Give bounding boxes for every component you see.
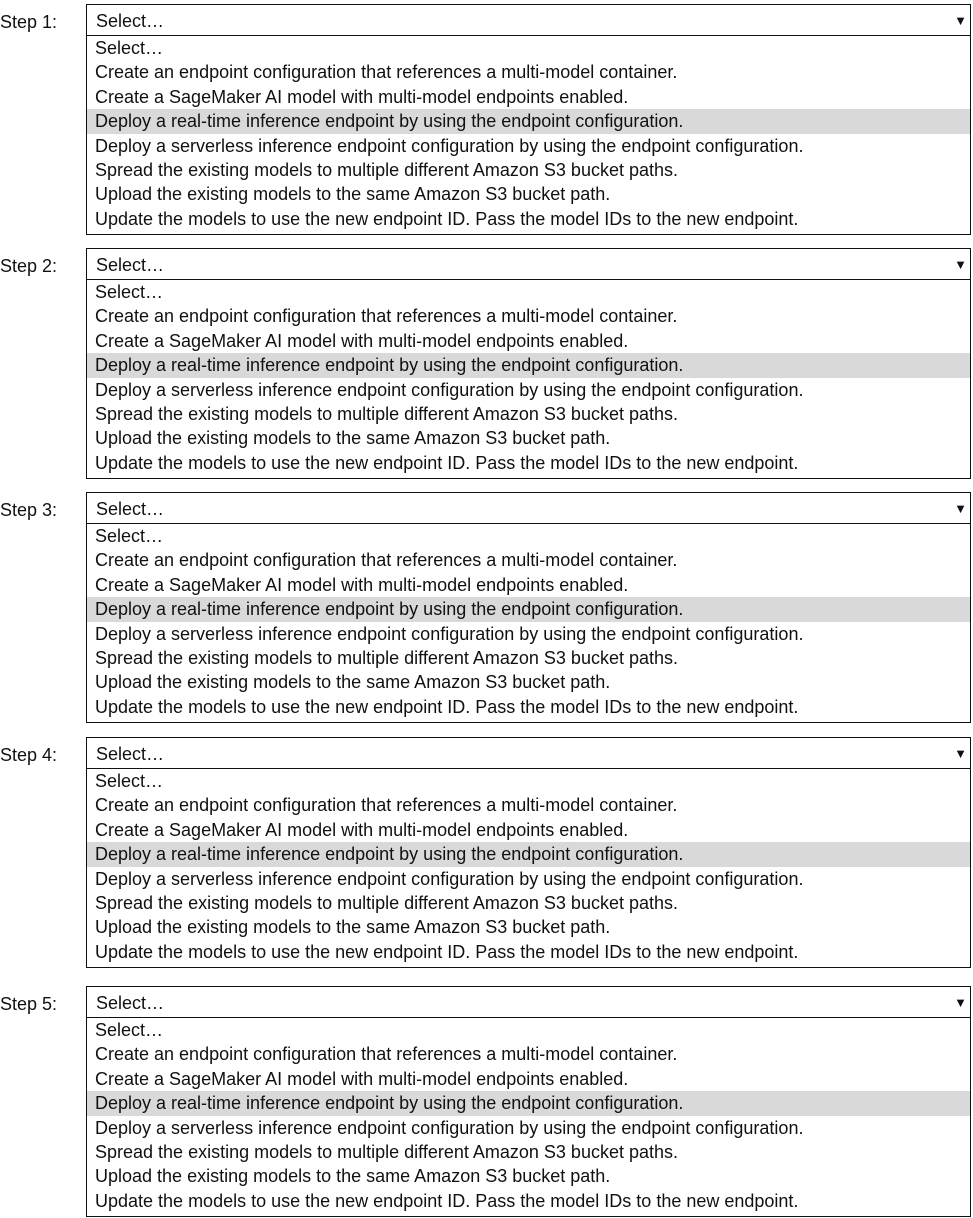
dropdown-header[interactable] [87, 738, 970, 769]
step-dropdown[interactable] [86, 4, 971, 235]
dropdown-selected-value: Select… [96, 499, 165, 519]
chevron-down-icon[interactable]: ▼ [954, 995, 967, 1010]
dropdown-option[interactable]: Select… [95, 771, 164, 791]
dropdown-option[interactable]: Create an endpoint configuration that references a multi-model container. [95, 62, 678, 83]
chevron-down-icon[interactable]: ▼ [954, 501, 967, 516]
dropdown-selected-value: Select… [96, 11, 165, 31]
dropdown-option-list [87, 524, 970, 719]
dropdown-option-list [87, 36, 970, 231]
dropdown-option-list [87, 1018, 970, 1213]
dropdown-option-highlighted[interactable]: Deploy a real-time inference endpoint by using the endpoint configuration. [87, 597, 970, 621]
dropdown-option[interactable]: Upload the existing models to the same Amazon S3 bucket path. [95, 672, 611, 693]
dropdown-option[interactable]: Update the models to use the new endpoint ID. Pass the model IDs to the new endpoint. [95, 1190, 799, 1211]
dropdown-option[interactable]: Upload the existing models to the same Amazon S3 bucket path. [95, 428, 611, 449]
dropdown-option-highlighted[interactable]: Deploy a real-time inference endpoint by using the endpoint configuration. [87, 842, 970, 866]
dropdown-option-highlighted[interactable]: Deploy a real-time inference endpoint by using the endpoint configuration. [87, 353, 970, 377]
dropdown-header[interactable] [87, 5, 970, 36]
dropdown-option[interactable]: Spread the existing models to multiple different Amazon S3 bucket paths. [95, 647, 679, 668]
dropdown-selected-value: Select… [96, 744, 165, 764]
dropdown-option[interactable]: Create a SageMaker AI model with multi-model endpoints enabled. [95, 330, 629, 351]
dropdown-option-list [87, 280, 970, 475]
step-dropdown[interactable] [86, 248, 971, 479]
dropdown-option[interactable]: Spread the existing models to multiple different Amazon S3 bucket paths. [95, 1141, 679, 1162]
dropdown-option[interactable]: Deploy a serverless inference endpoint configuration by using the endpoint configuration. [95, 868, 804, 889]
step-dropdown[interactable] [86, 986, 971, 1217]
chevron-down-icon[interactable]: ▼ [954, 13, 967, 28]
dropdown-selected-value: Select… [96, 993, 165, 1013]
dropdown-option[interactable]: Deploy a serverless inference endpoint configuration by using the endpoint configuration. [95, 623, 804, 644]
dropdown-option[interactable]: Deploy a serverless inference endpoint configuration by using the endpoint configuration. [95, 1117, 804, 1138]
chevron-down-icon[interactable]: ▼ [954, 257, 967, 272]
dropdown-selected-value: Select… [96, 255, 165, 275]
dropdown-option-highlighted[interactable]: Deploy a real-time inference endpoint by using the endpoint configuration. [87, 1091, 970, 1115]
dropdown-header[interactable] [87, 987, 970, 1018]
step-dropdown[interactable] [86, 492, 971, 723]
dropdown-option[interactable]: Update the models to use the new endpoint ID. Pass the model IDs to the new endpoint. [95, 696, 799, 717]
dropdown-header[interactable] [87, 249, 970, 280]
dropdown-option[interactable]: Create an endpoint configuration that references a multi-model container. [95, 1044, 678, 1065]
dropdown-option[interactable]: Create a SageMaker AI model with multi-model endpoints enabled. [95, 1068, 629, 1089]
dropdown-option[interactable]: Create a SageMaker AI model with multi-model endpoints enabled. [95, 574, 629, 595]
dropdown-option-list [87, 769, 970, 964]
dropdown-option[interactable]: Spread the existing models to multiple different Amazon S3 bucket paths. [95, 892, 679, 913]
dropdown-option[interactable]: Upload the existing models to the same Amazon S3 bucket path. [95, 917, 611, 938]
dropdown-option[interactable]: Spread the existing models to multiple different Amazon S3 bucket paths. [95, 403, 679, 424]
step-label: Step 3: [0, 500, 58, 520]
dropdown-option[interactable]: Create a SageMaker AI model with multi-model endpoints enabled. [95, 819, 629, 840]
dropdown-option[interactable]: Select… [95, 1020, 164, 1040]
dropdown-option-highlighted[interactable]: Deploy a real-time inference endpoint by using the endpoint configuration. [87, 109, 970, 133]
dropdown-option[interactable]: Create an endpoint configuration that references a multi-model container. [95, 550, 678, 571]
dropdown-option[interactable]: Create a SageMaker AI model with multi-model endpoints enabled. [95, 86, 629, 107]
step-dropdown[interactable] [86, 737, 971, 968]
dropdown-option[interactable]: Select… [95, 282, 164, 302]
dropdown-option[interactable]: Select… [95, 38, 164, 58]
dropdown-option[interactable]: Select… [95, 526, 164, 546]
dropdown-option[interactable]: Spread the existing models to multiple different Amazon S3 bucket paths. [95, 159, 679, 180]
dropdown-option[interactable]: Deploy a serverless inference endpoint configuration by using the endpoint configuration. [95, 379, 804, 400]
dropdown-option[interactable]: Update the models to use the new endpoint ID. Pass the model IDs to the new endpoint. [95, 208, 799, 229]
dropdown-option[interactable]: Update the models to use the new endpoint ID. Pass the model IDs to the new endpoint. [95, 452, 799, 473]
dropdown-header[interactable] [87, 493, 970, 524]
dropdown-option[interactable]: Create an endpoint configuration that references a multi-model container. [95, 306, 678, 327]
dropdown-option[interactable]: Deploy a serverless inference endpoint configuration by using the endpoint configuration. [95, 135, 804, 156]
dropdown-option[interactable]: Upload the existing models to the same Amazon S3 bucket path. [95, 184, 611, 205]
step-label: Step 1: [0, 12, 58, 32]
chevron-down-icon[interactable]: ▼ [954, 746, 967, 761]
dropdown-option[interactable]: Update the models to use the new endpoint ID. Pass the model IDs to the new endpoint. [95, 941, 799, 962]
step-label: Step 4: [0, 745, 58, 765]
step-label: Step 5: [0, 994, 58, 1014]
dropdown-option[interactable]: Upload the existing models to the same Amazon S3 bucket path. [95, 1166, 611, 1187]
dropdown-option[interactable]: Create an endpoint configuration that references a multi-model container. [95, 795, 678, 816]
step-label: Step 2: [0, 256, 58, 276]
